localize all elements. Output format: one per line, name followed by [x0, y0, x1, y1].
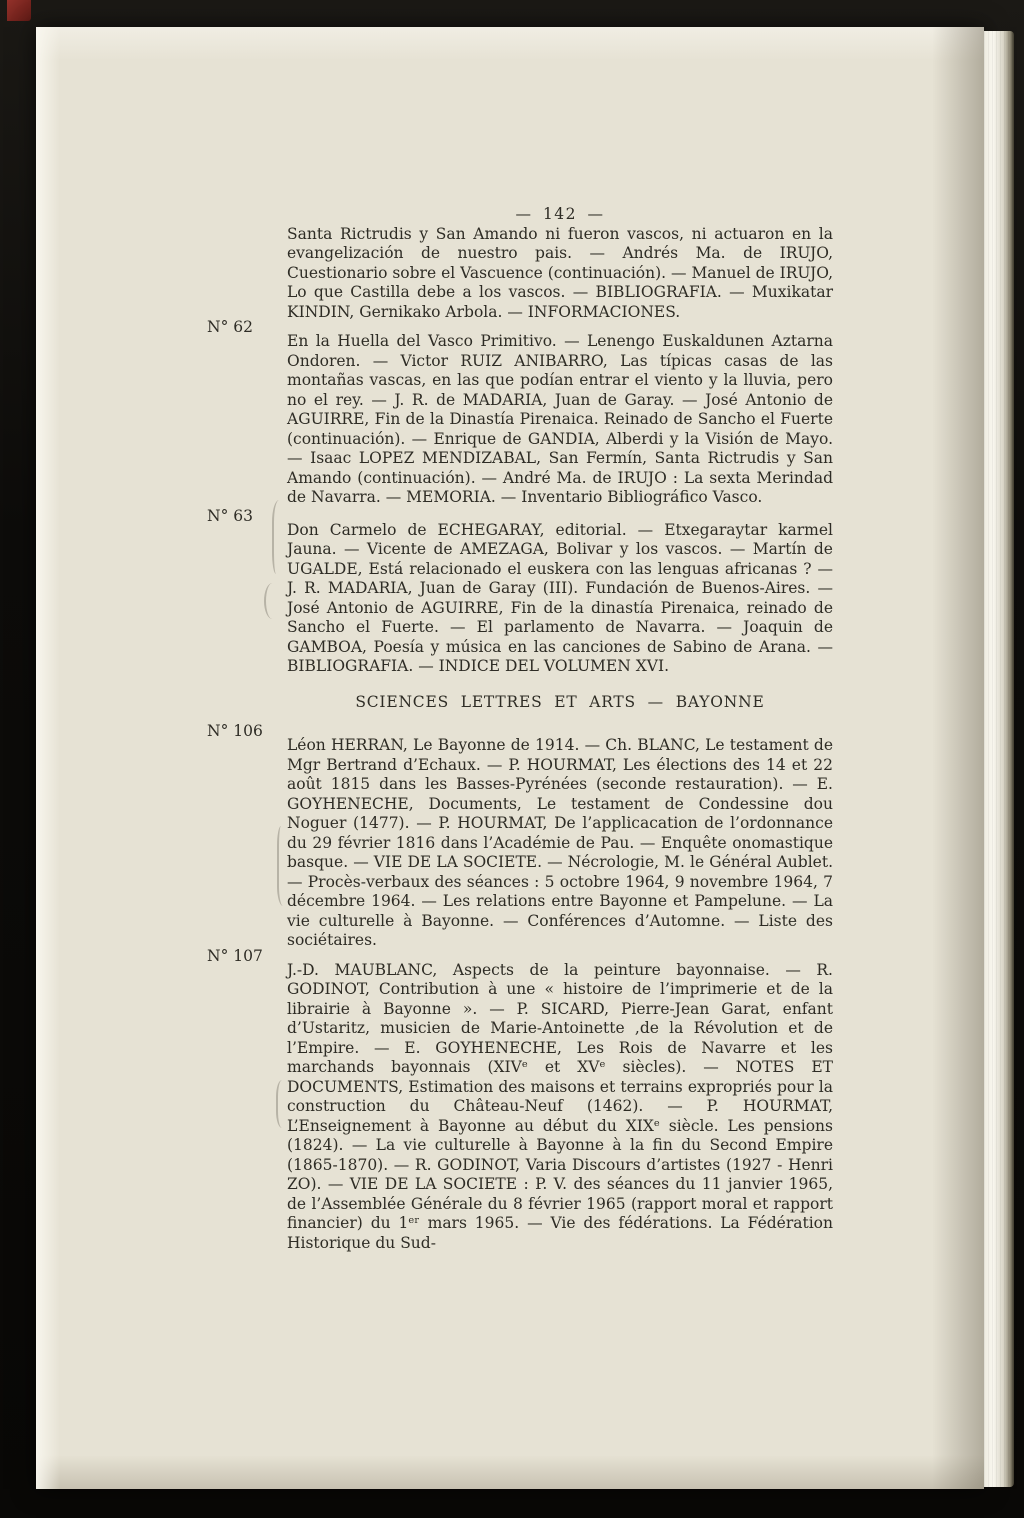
text-column: [207, 27, 833, 1253]
paragraph-continuation: Santa Rictrudis y San Amando ni fueron vascos, ni actuaron en la evangelización de nuestro pais. — Andrés Ma. de IRUJO, Cuestionario sobre el Vascuence (continuación). — Manuel de IRUJO, Lo que Castilla debe a los vascos. — BIBLIOGRAFIA. — Muxikatar KINDIN, Gernikako Arbola. — INFORMACIONES.: [287, 224, 833, 321]
pencil-mark: [276, 1080, 286, 1128]
entry-number-label: N° 63: [207, 506, 253, 525]
pencil-mark: [264, 583, 274, 619]
page-number: — 142 —: [515, 205, 605, 223]
pencil-mark: [272, 500, 282, 574]
entry-number-label: N° 107: [207, 946, 263, 965]
entry-text: En la Huella del Vasco Primitivo. — Lenengo Euskaldunen Aztarna Ondoren. — Victor RUIZ ANIBARRO, Las típicas casas de las montañas vascas, en las que podían entrar el viento y la lluvia, pero no el rey. — J. R. de MADARIA, Juan de Garay. — José Antonio de AGUIRRE, Fin de la Dinastía Pirenaica. Reinado de Sancho el Fuerte (continuación). — Enrique de GANDIA, Alberdi y la Visión de Mayo. — Isaac LOPEZ MENDIZABAL, San Fermín, Santa Rictrudis y San Amando (continuación). — André Ma. de IRUJO : La sexta Merindad de Navarra. — MEMORIA. — Inventario Bibliográfico Vasco.: [287, 332, 833, 506]
entry-text: Léon HERRAN, Le Bayonne de 1914. — Ch. BLANC, Le testament de Mgr Bertrand d’Echaux. — P. HOURMAT, Les élections des 14 et 22 août 1815 dans les Basses-Pyrénées (seconde restauration). — E. GOYHENECHE, Documents, Le testament de Condessine dou Noguer (1477). — P. HOURMAT, De l’applicacation de l’ordonnance du 29 février 1816 dans l’Académie de Pau. — Enquête onomastique basque. — VIE DE LA SOCIETE. — Nécrologie, M. le Général Aublet. — Procès-verbaux des séances : 5 octobre 1964, 9 novembre 1964, 7 décembre 1964. — Les relations entre Bayonne et Pampelune. — La vie culturelle à Bayonne. — Conférences d’Automne. — Liste des sociétaires.: [287, 736, 833, 949]
bibliography-entry: [207, 506, 833, 677]
bibliography-entry: [207, 722, 833, 951]
entry-text: J.-D. MAUBLANC, Aspects de la peinture bayonnaise. — R. GODINOT, Contribution à une « histoire de l’imprimerie et de la librairie à Bayonne ». — P. SICARD, Pierre-Jean Garat, enfant d’Ustaritz, musicien de Marie-Antoinette ,de la Révolution et de l’Empire. — E. GOYHENECHE, Les Rois de Navarre et les marchands bayonnais (XIVᵉ et XVᵉ siècles). — NOTES ET DOCUMENTS, Estimation des maisons et terrains expropriés pour la construction du Château-Neuf (1462). — P. HOURMAT, L’Enseignement à Bayonne au début du XIXᵉ siècle. Les pensions (1824). — La vie culturelle à Bayonne à la fin du Second Empire (1865-1870). — R. GODINOT, Varia Discours d’artistes (1927 - Henri ZO). — VIE DE LA SOCIETE : P. V. des séances du 11 janvier 1965, de l’Assemblée Générale du 8 février 1965 (rapport moral et rapport financier) du 1ᵉʳ mars 1965. — Vie des fédérations. La Fédération Historique du Sud-: [287, 960, 833, 1252]
section-heading: SCIENCES LETTRES ET ARTS — BAYONNE: [355, 692, 765, 711]
entry-number-label: N° 62: [207, 318, 253, 336]
adjacent-page-edge: [984, 31, 1014, 1487]
scanned-page: [36, 27, 984, 1489]
entry-number-label: N° 106: [207, 722, 263, 740]
bibliography-entry: [207, 946, 833, 1254]
pencil-mark: [277, 826, 287, 906]
entry-text: Don Carmelo de ECHEGARAY, editorial. — Etxegaraytar karmel Jauna. — Vicente de AMEZAGA, Bolivar y los vascos. — Martín de UGALDE, Está relacionado el euskera con las lenguas africanas ? — J. R. MADARIA, Juan de Garay (III). Fundación de Buenos-Aires. — José Antonio de AGUIRRE, Fin de la dinastía Pirenaica, reinado de Sancho el Fuerte. — El parlamento de Navarra. — Joaquin de GAMBOA, Poesía y música en las canciones de Sabino de Arana. — BIBLIOGRAFIA. — INDICE DEL VOLUMEN XVI.: [287, 520, 833, 675]
bibliography-entry: [207, 318, 833, 508]
corner-marker: [7, 0, 31, 21]
